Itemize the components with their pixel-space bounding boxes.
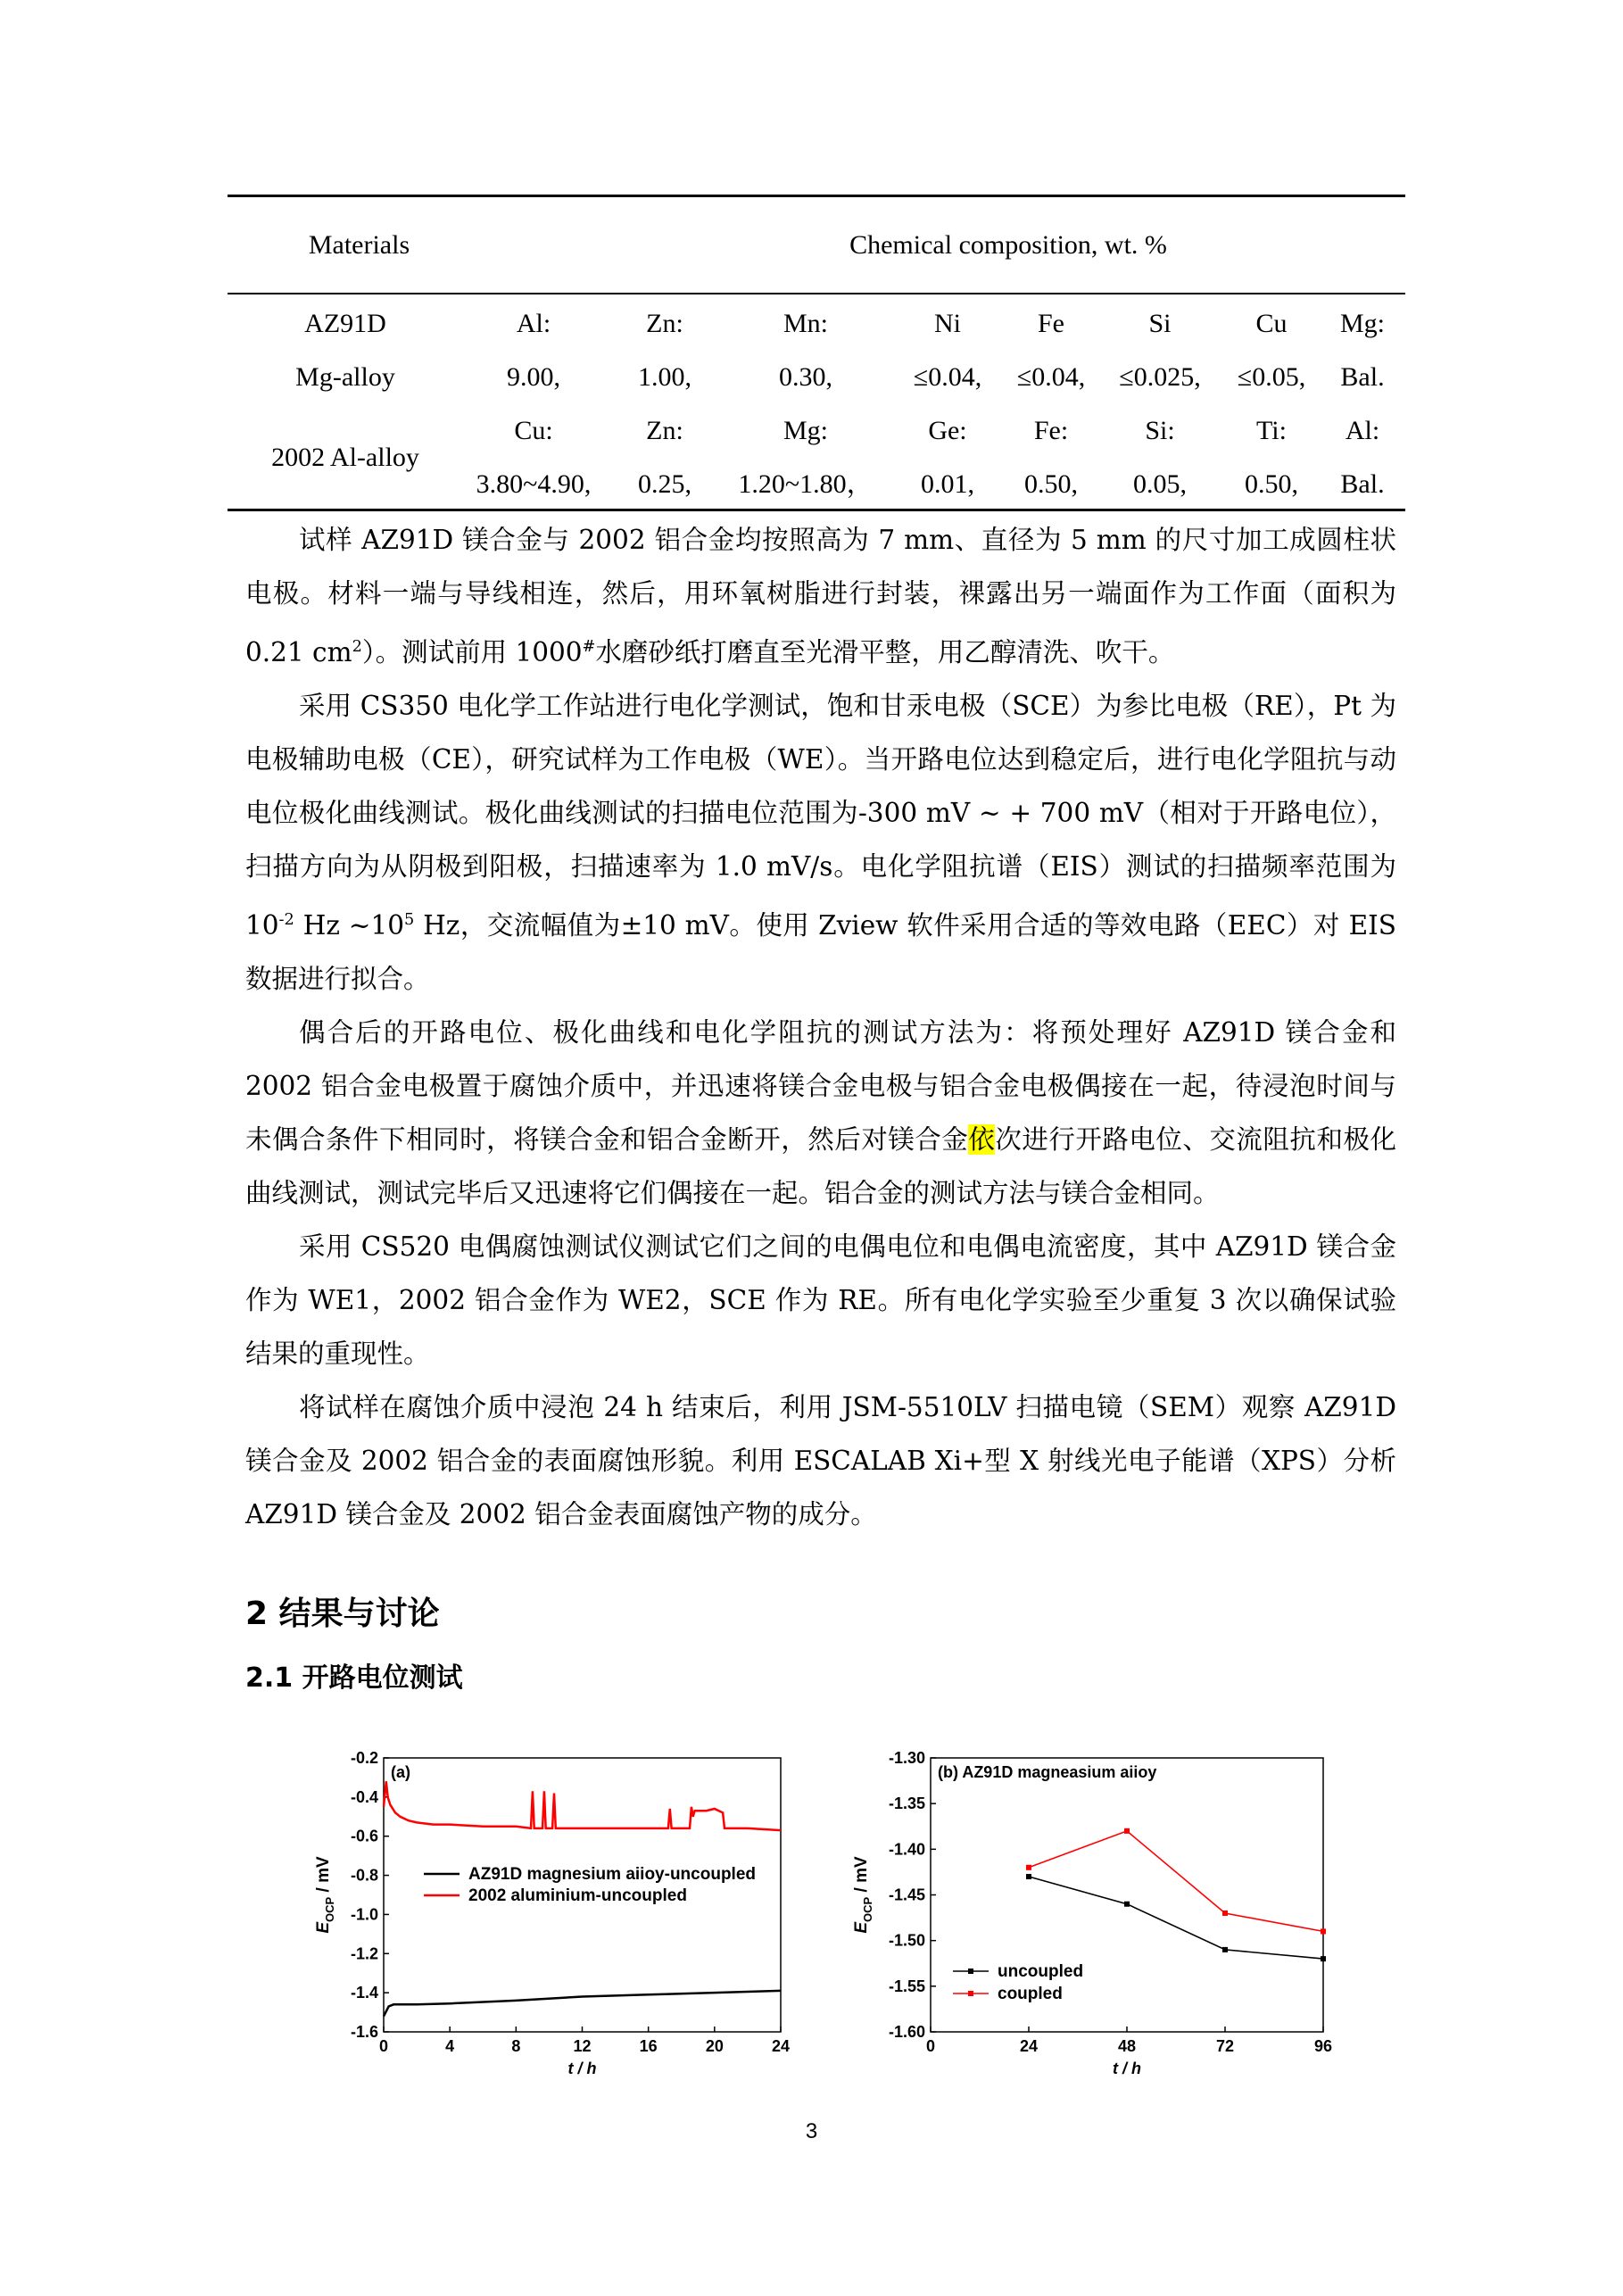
y-axis-label <box>852 1856 874 1934</box>
y-axis-label-sub: OCP <box>323 1896 336 1922</box>
table-header-rule <box>228 293 1405 294</box>
y-axis-label-unit: / mV <box>314 1856 333 1897</box>
series-line-2 <box>1029 1831 1323 1932</box>
table-cell: 0.50, <box>1245 469 1298 499</box>
x-tick-label: 24 <box>771 2037 791 2055</box>
y-tick-label: -1.6 <box>350 2023 378 2041</box>
x-tick-label: 20 <box>705 2037 724 2055</box>
y-axis-label-unit: / mV <box>852 1856 871 1897</box>
x-tick-label: 4 <box>445 2037 455 2055</box>
data-point <box>1026 1865 1031 1870</box>
panel-label: (b) AZ91D magneasium aiioy <box>938 1763 1157 1781</box>
table-bottom-rule <box>228 509 1405 511</box>
y-tick-label: -1.40 <box>888 1840 925 1859</box>
page-number: 3 <box>805 2119 818 2143</box>
table-cell: 1.20~1.80， <box>738 469 874 499</box>
x-tick-label: 72 <box>1215 2037 1235 2055</box>
table-cell: Bal. <box>1340 362 1385 392</box>
x-tick-label: 0 <box>925 2037 936 2055</box>
x-tick-label: 24 <box>1019 2037 1039 2055</box>
paragraph-coupled-method: 偶合后的开路电位、极化曲线和电化学阻抗的测试方法为：将预处理好 AZ91D 镁合金和 2002 铝合金电极置于腐蚀介质中，并迅速将镁合金电极与铝合金电极偶接在一起，待浸泡时间与未偶合条件下相同时，将镁合金和铝合金断开，然后对镁合金依次进行开路电位、交流阻抗和极化曲线测试，测试完毕后又迅速将它们偶接在一起。铝合金的测试方法与镁合金相同。 <box>245 1016 1396 1208</box>
legend-label: 2002 aluminium-uncoupled <box>468 1886 687 1905</box>
data-point <box>1124 1902 1130 1907</box>
panel-label: (a) <box>391 1763 410 1781</box>
x-tick-label: 0 <box>378 2037 389 2055</box>
paragraph-sem-xps: 将试样在腐蚀介质中浸泡 24 h 结束后，利用 JSM-5510LV 扫描电镜（SEM）观察 AZ91D 镁合金及 2002 铝合金的表面腐蚀形貌。利用 ESCALAB Xi+型 X 射线光电子能谱（XPS）分析 AZ91D 镁合金及 2002 铝合金表面腐蚀产物的成分。 <box>245 1391 1396 1529</box>
table-cell: Si: <box>1145 416 1175 445</box>
y-tick-label: -0.6 <box>350 1827 378 1845</box>
table-cell: 3.80~4.90, <box>476 469 592 499</box>
y-axis-label-main: E <box>314 1921 333 1934</box>
table-cell: Fe: <box>1033 416 1069 445</box>
table-row-label: 2002 Al-alloy <box>271 443 419 472</box>
paragraph-specimen: 试样 AZ91D 镁合金与 2002 铝合金均按照高为 7 mm、直径为 5 mm 的尺寸加工成圆柱状电极。材料一端与导线相连，然后，用环氧树脂进行封装，裸露出另一端面作为工作面（面积为 0.21 $cm^2$）。测试前用 1000#水磨砂纸打磨直至光滑平整，用乙醇清洗、吹干。 <box>245 525 1396 667</box>
table-cell: 0.50, <box>1024 469 1078 499</box>
table-cell: Fe <box>1038 309 1064 338</box>
y-tick-label: -0.2 <box>350 1749 378 1767</box>
y-tick-label: -1.4 <box>350 1984 378 2002</box>
table-top-rule <box>228 195 1405 197</box>
data-point <box>1026 1874 1031 1879</box>
y-axis-label-main: E <box>852 1921 871 1934</box>
table-cell: 1.00, <box>638 362 691 392</box>
table-cell: 0.30, <box>779 362 832 392</box>
legend-label: uncoupled <box>998 1962 1084 1981</box>
section-heading: 2 结果与讨论 <box>245 1596 440 1632</box>
y-axis-label-sub: OCP <box>861 1896 874 1922</box>
legend-label: coupled <box>998 1985 1063 2003</box>
paragraph-electrochem: 采用 CS350 电化学工作站进行电化学测试，饱和甘汞电极（SCE）为参比电极（RE），Pt 为电极辅助电极（CE），研究试样为工作电极（WE）。当开路电位达到稳定后，进行电化学阻抗与动电位极化曲线测试。极化曲线测试的扫描电位范围为-300 mV ~ + 700 mV（相对于开路电位），扫描方向为从阴极到阳极，扫描速率为 1.0 mV/s。电化学阻抗谱（EIS）测试的扫描频率范围为 $10^{-2}$ Hz $\sim 10^5$ Hz，交流幅值为±10 mV。使用 Zview 软件采用合适的等效电路（EEC）对 EIS 数据进行拟合。 <box>245 690 1397 994</box>
y-tick-label: -1.0 <box>350 1905 378 1924</box>
table-cell: 0.01, <box>921 469 974 499</box>
table-cell: Bal. <box>1340 469 1385 499</box>
y-axis-label <box>314 1856 336 1934</box>
y-tick-label: -1.2 <box>350 1944 378 1963</box>
y-tick-label: -1.55 <box>888 1977 925 1995</box>
y-tick-label: -1.45 <box>888 1886 925 1904</box>
x-tick-label: 16 <box>639 2037 658 2055</box>
table-cell: Zn: <box>646 416 683 445</box>
table-cell: ≤0.025, <box>1119 362 1201 392</box>
data-point <box>1321 1956 1326 1961</box>
table-cell: Zn: <box>646 309 683 338</box>
table-cell: Mg: <box>783 416 828 445</box>
table-cell: Al: <box>516 309 551 338</box>
table-cell: Ti: <box>1256 416 1287 445</box>
table-cell: Ge: <box>928 416 967 445</box>
table-cell: 0.05, <box>1133 469 1187 499</box>
y-tick-label: -0.4 <box>350 1787 378 1806</box>
legend-marker <box>968 1991 973 1996</box>
x-axis-label: t / h <box>567 2060 597 2077</box>
paragraph-galvanic: 采用 CS520 电偶腐蚀测试仪测试它们之间的电偶电位和电偶电流密度，其中 AZ91D 镁合金作为 WE1，2002 铝合金作为 WE2，SCE 作为 RE。所有电化学实验至少重复 3 次以确保试验结果的重现性。 <box>245 1231 1396 1369</box>
x-tick-label: 8 <box>511 2037 521 2055</box>
legend-label: AZ91D magnesium aiioy-uncoupled <box>468 1865 756 1884</box>
table-header-composition: Chemical composition, wt. % <box>849 230 1167 260</box>
series-line-2 <box>384 1781 781 1830</box>
table-header-materials: Materials <box>308 230 410 260</box>
y-tick-label: -1.30 <box>888 1749 925 1767</box>
table-cell: 0.25, <box>638 469 691 499</box>
data-point <box>1124 1828 1130 1834</box>
body-text <box>245 513 1396 1541</box>
y-tick-label: -1.50 <box>888 1931 925 1950</box>
highlighted-char: 依 <box>968 1123 996 1155</box>
plot-frame <box>931 1758 1323 2032</box>
x-tick-label: 96 <box>1313 2037 1333 2055</box>
table-cell: Si <box>1148 309 1172 338</box>
table-row-label: AZ91D <box>304 309 386 338</box>
y-tick-label: -1.35 <box>888 1795 925 1813</box>
table-cell: ≤0.04, <box>913 362 982 392</box>
series-line-1 <box>1029 1877 1323 1959</box>
series-line-1 <box>384 1991 781 2017</box>
table-cell: Mn: <box>783 309 828 338</box>
x-tick-label: 12 <box>573 2037 592 2055</box>
data-point <box>1222 1911 1228 1916</box>
y-tick-label: -1.60 <box>888 2023 925 2041</box>
figure-ocp <box>0 1731 1623 2088</box>
y-tick-label: -0.8 <box>350 1866 378 1885</box>
x-axis-label: t / h <box>1113 2060 1141 2077</box>
table-cell: Cu: <box>514 416 553 445</box>
table-cell: 9.00, <box>507 362 560 392</box>
table-cell: ≤0.05, <box>1237 362 1306 392</box>
subsection-heading: 2.1 开路电位测试 <box>245 1662 463 1694</box>
x-tick-label: 48 <box>1117 2037 1137 2055</box>
table-cell: Ni <box>934 309 961 338</box>
table-cell: Cu <box>1255 309 1288 338</box>
data-point <box>1321 1928 1326 1934</box>
data-point <box>1222 1947 1228 1952</box>
table-cell: ≤0.04, <box>1016 362 1086 392</box>
table-cell: Al: <box>1345 416 1380 445</box>
table-cell: Mg: <box>1339 309 1385 338</box>
table-row-label: Mg-alloy <box>295 362 395 392</box>
legend-marker <box>968 1969 973 1974</box>
